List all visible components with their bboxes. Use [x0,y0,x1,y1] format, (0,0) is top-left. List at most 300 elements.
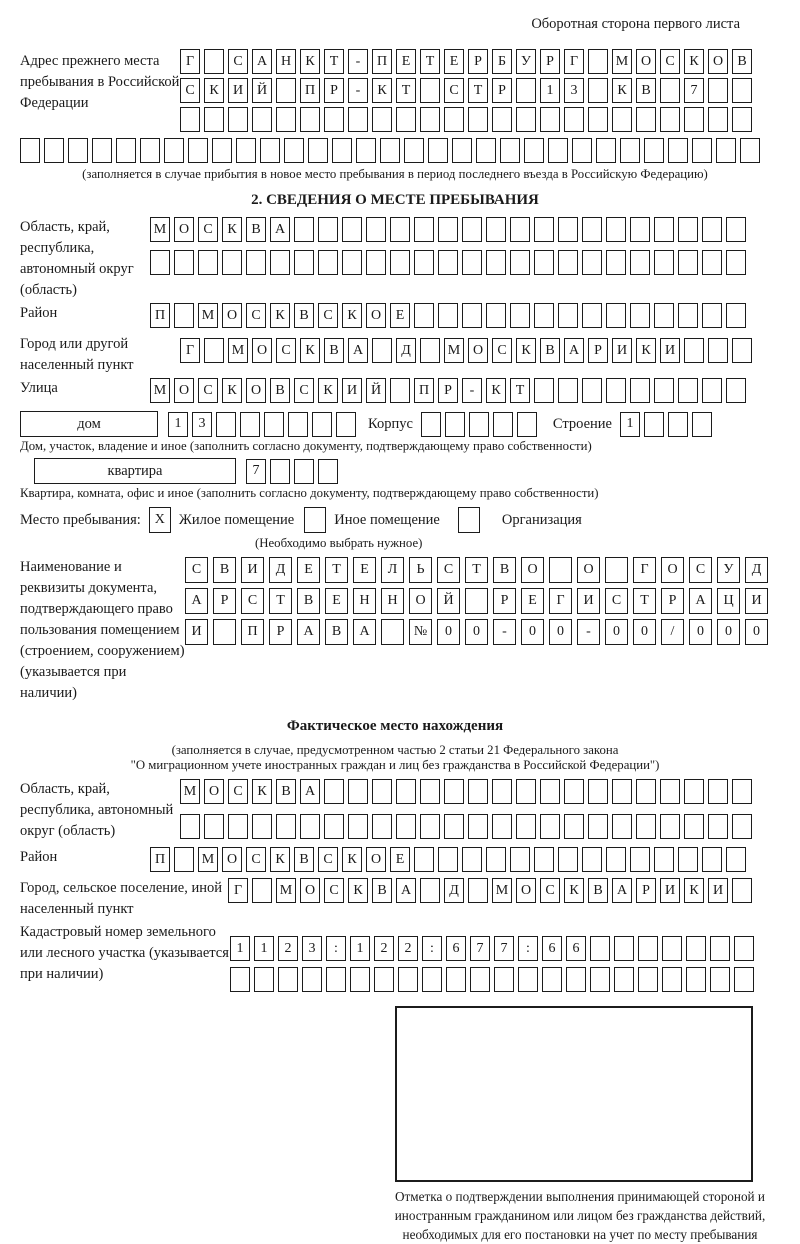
char-cell[interactable]: 6 [566,936,586,961]
char-cell[interactable]: - [462,378,482,403]
char-cell[interactable] [606,378,626,403]
char-cell[interactable] [398,967,418,992]
char-cell[interactable] [516,107,536,132]
char-cell[interactable] [566,967,586,992]
char-cell[interactable] [446,967,466,992]
char-cell[interactable] [726,250,746,275]
char-cell[interactable] [588,49,608,74]
char-cell[interactable]: П [414,378,434,403]
char-cell[interactable] [726,847,746,872]
char-cell[interactable] [636,814,656,839]
char-cell[interactable] [278,967,298,992]
char-cell[interactable] [236,138,256,163]
char-cell[interactable]: Г [228,878,248,903]
char-cell[interactable] [614,967,634,992]
char-cell[interactable] [372,107,392,132]
char-cell[interactable] [252,878,272,903]
char-cell[interactable]: 0 [745,619,768,645]
char-cell[interactable]: : [422,936,442,961]
char-cell[interactable]: В [246,217,266,242]
char-cell[interactable]: С [540,878,560,903]
char-cell[interactable] [404,138,424,163]
char-cell[interactable]: К [252,779,272,804]
char-cell[interactable] [542,967,562,992]
char-cell[interactable]: - [493,619,516,645]
char-cell[interactable] [324,814,344,839]
char-cell[interactable] [20,138,40,163]
char-cell[interactable]: В [294,303,314,328]
char-cell[interactable] [476,138,496,163]
char-cell[interactable]: Н [276,49,296,74]
char-cell[interactable]: Е [353,557,376,583]
char-cell[interactable] [332,138,352,163]
char-cell[interactable]: Р [468,49,488,74]
char-cell[interactable]: Е [390,847,410,872]
char-cell[interactable]: М [150,217,170,242]
char-cell[interactable] [534,378,554,403]
char-cell[interactable] [294,250,314,275]
char-cell[interactable] [276,78,296,103]
char-cell[interactable] [420,338,440,363]
char-cell[interactable]: Т [465,557,488,583]
char-cell[interactable] [452,138,472,163]
char-cell[interactable] [470,967,490,992]
char-cell[interactable] [678,250,698,275]
char-cell[interactable] [654,303,674,328]
char-cell[interactable] [660,814,680,839]
char-cell[interactable] [204,107,224,132]
char-cell[interactable]: : [518,936,538,961]
char-cell[interactable]: 6 [542,936,562,961]
char-cell[interactable]: Р [492,78,512,103]
char-cell[interactable] [252,814,272,839]
char-cell[interactable] [380,138,400,163]
char-cell[interactable] [348,779,368,804]
char-cell[interactable] [204,814,224,839]
char-cell[interactable] [180,107,200,132]
char-cell[interactable]: Р [269,619,292,645]
char-cell[interactable] [732,878,752,903]
char-cell[interactable] [614,936,634,961]
char-cell[interactable]: М [276,878,296,903]
char-cell[interactable] [510,847,530,872]
char-cell[interactable]: И [185,619,208,645]
char-cell[interactable]: С [318,303,338,328]
char-cell[interactable] [702,378,722,403]
char-cell[interactable]: К [222,217,242,242]
char-cell[interactable]: - [577,619,600,645]
char-cell[interactable] [630,217,650,242]
char-cell[interactable] [422,967,442,992]
char-cell[interactable]: С [180,78,200,103]
char-cell[interactable] [462,217,482,242]
char-cell[interactable]: О [409,588,432,614]
char-cell[interactable]: С [437,557,460,583]
char-cell[interactable]: С [246,847,266,872]
char-cell[interactable]: Г [180,338,200,363]
char-cell[interactable] [336,412,356,437]
char-cell[interactable] [324,779,344,804]
char-cell[interactable]: В [493,557,516,583]
stay-type-checkbox-other-premises[interactable] [304,507,326,533]
char-cell[interactable]: Е [444,49,464,74]
char-cell[interactable] [572,138,592,163]
char-cell[interactable]: В [588,878,608,903]
char-cell[interactable]: С [444,78,464,103]
char-cell[interactable]: С [605,588,628,614]
char-cell[interactable] [564,779,584,804]
char-cell[interactable]: Р [493,588,516,614]
char-cell[interactable] [294,217,314,242]
char-cell[interactable] [228,814,248,839]
char-cell[interactable]: К [684,878,704,903]
char-cell[interactable] [468,779,488,804]
char-cell[interactable]: М [492,878,512,903]
char-cell[interactable] [366,217,386,242]
char-cell[interactable]: А [564,338,584,363]
char-cell[interactable]: М [444,338,464,363]
char-cell[interactable] [486,303,506,328]
char-cell[interactable] [588,107,608,132]
char-cell[interactable] [500,138,520,163]
char-cell[interactable] [540,779,560,804]
char-cell[interactable] [558,378,578,403]
char-cell[interactable]: Д [444,878,464,903]
char-cell[interactable] [732,814,752,839]
char-cell[interactable]: Д [269,557,292,583]
char-cell[interactable]: О [246,378,266,403]
char-cell[interactable]: А [353,619,376,645]
char-cell[interactable]: О [222,303,242,328]
char-cell[interactable] [732,338,752,363]
char-cell[interactable] [308,138,328,163]
char-cell[interactable]: У [516,49,536,74]
char-cell[interactable]: Ь [409,557,432,583]
char-cell[interactable] [660,78,680,103]
char-cell[interactable] [702,303,722,328]
char-cell[interactable] [396,814,416,839]
char-cell[interactable]: Л [381,557,404,583]
char-cell[interactable] [188,138,208,163]
char-cell[interactable] [708,107,728,132]
char-cell[interactable] [638,967,658,992]
char-cell[interactable] [438,250,458,275]
char-cell[interactable]: В [324,338,344,363]
char-cell[interactable] [606,847,626,872]
char-cell[interactable] [348,814,368,839]
char-cell[interactable]: 7 [494,936,514,961]
char-cell[interactable] [596,138,616,163]
char-cell[interactable]: 6 [446,936,466,961]
char-cell[interactable]: И [708,878,728,903]
char-cell[interactable]: С [294,378,314,403]
char-cell[interactable]: Г [633,557,656,583]
char-cell[interactable] [494,967,514,992]
char-cell[interactable]: Р [324,78,344,103]
char-cell[interactable]: И [745,588,768,614]
char-cell[interactable] [428,138,448,163]
char-cell[interactable]: Р [540,49,560,74]
char-cell[interactable] [590,967,610,992]
char-cell[interactable]: К [342,303,362,328]
char-cell[interactable] [510,217,530,242]
char-cell[interactable] [708,338,728,363]
char-cell[interactable] [510,303,530,328]
char-cell[interactable] [374,967,394,992]
char-cell[interactable] [726,303,746,328]
char-cell[interactable]: В [732,49,752,74]
char-cell[interactable]: Р [588,338,608,363]
char-cell[interactable] [246,250,266,275]
char-cell[interactable]: П [150,303,170,328]
char-cell[interactable]: О [516,878,536,903]
char-cell[interactable] [468,814,488,839]
char-cell[interactable]: Р [661,588,684,614]
char-cell[interactable]: С [198,378,218,403]
char-cell[interactable] [702,847,722,872]
char-cell[interactable] [518,967,538,992]
char-cell[interactable] [140,138,160,163]
char-cell[interactable]: 1 [620,412,640,437]
char-cell[interactable] [198,250,218,275]
char-cell[interactable]: И [660,338,680,363]
char-cell[interactable] [92,138,112,163]
char-cell[interactable] [686,936,706,961]
char-cell[interactable] [606,217,626,242]
char-cell[interactable]: Д [745,557,768,583]
char-cell[interactable]: 0 [549,619,572,645]
char-cell[interactable] [414,847,434,872]
char-cell[interactable] [302,967,322,992]
char-cell[interactable] [462,847,482,872]
char-cell[interactable]: М [228,338,248,363]
char-cell[interactable] [420,878,440,903]
char-cell[interactable]: В [372,878,392,903]
char-cell[interactable]: К [318,378,338,403]
char-cell[interactable] [516,78,536,103]
char-cell[interactable] [414,250,434,275]
char-cell[interactable] [582,217,602,242]
char-cell[interactable] [150,250,170,275]
char-cell[interactable] [486,847,506,872]
char-cell[interactable]: А [252,49,272,74]
char-cell[interactable] [684,814,704,839]
char-cell[interactable] [549,557,572,583]
char-cell[interactable]: Р [438,378,458,403]
char-cell[interactable] [366,250,386,275]
char-cell[interactable]: К [486,378,506,403]
char-cell[interactable] [605,557,628,583]
char-cell[interactable] [204,49,224,74]
char-cell[interactable]: Е [396,49,416,74]
char-cell[interactable]: П [372,49,392,74]
char-cell[interactable]: В [276,779,296,804]
char-cell[interactable] [240,412,260,437]
char-cell[interactable] [708,78,728,103]
char-cell[interactable]: О [661,557,684,583]
char-cell[interactable]: И [612,338,632,363]
char-cell[interactable]: К [270,303,290,328]
char-cell[interactable]: 1 [254,936,274,961]
char-cell[interactable] [668,138,688,163]
char-cell[interactable] [630,378,650,403]
char-cell[interactable] [212,138,232,163]
char-cell[interactable] [254,967,274,992]
char-cell[interactable] [558,250,578,275]
char-cell[interactable] [660,779,680,804]
char-cell[interactable] [356,138,376,163]
char-cell[interactable]: Е [297,557,320,583]
char-cell[interactable] [270,459,290,484]
char-cell[interactable] [44,138,64,163]
char-cell[interactable]: А [185,588,208,614]
char-cell[interactable]: В [636,78,656,103]
char-cell[interactable] [438,847,458,872]
char-cell[interactable]: О [222,847,242,872]
char-cell[interactable]: 0 [521,619,544,645]
char-cell[interactable] [740,138,760,163]
char-cell[interactable] [414,217,434,242]
char-cell[interactable] [390,217,410,242]
char-cell[interactable] [444,779,464,804]
char-cell[interactable] [708,779,728,804]
char-cell[interactable]: : [326,936,346,961]
char-cell[interactable]: Г [564,49,584,74]
char-cell[interactable]: К [516,338,536,363]
char-cell[interactable] [612,107,632,132]
char-cell[interactable] [396,779,416,804]
char-cell[interactable]: - [348,49,368,74]
char-cell[interactable] [668,412,688,437]
char-cell[interactable]: 0 [465,619,488,645]
char-cell[interactable]: О [252,338,272,363]
char-cell[interactable] [678,217,698,242]
char-cell[interactable] [534,217,554,242]
char-cell[interactable]: О [577,557,600,583]
char-cell[interactable] [390,378,410,403]
char-cell[interactable]: Е [521,588,544,614]
char-cell[interactable] [636,107,656,132]
char-cell[interactable]: У [717,557,740,583]
char-cell[interactable] [213,619,236,645]
char-cell[interactable]: С [241,588,264,614]
char-cell[interactable] [468,878,488,903]
char-cell[interactable] [230,967,250,992]
char-cell[interactable] [662,936,682,961]
char-cell[interactable] [204,338,224,363]
char-cell[interactable] [318,459,338,484]
char-cell[interactable] [732,779,752,804]
char-cell[interactable] [462,303,482,328]
char-cell[interactable]: К [204,78,224,103]
char-cell[interactable] [372,779,392,804]
char-cell[interactable] [558,217,578,242]
char-cell[interactable] [678,847,698,872]
char-cell[interactable] [620,138,640,163]
char-cell[interactable]: И [241,557,264,583]
char-cell[interactable] [252,107,272,132]
char-cell[interactable] [684,338,704,363]
char-cell[interactable] [588,779,608,804]
char-cell[interactable]: О [521,557,544,583]
char-cell[interactable] [734,967,754,992]
char-cell[interactable] [660,107,680,132]
char-cell[interactable]: К [222,378,242,403]
char-cell[interactable] [590,936,610,961]
char-cell[interactable]: В [297,588,320,614]
char-cell[interactable] [692,138,712,163]
char-cell[interactable]: В [325,619,348,645]
char-cell[interactable] [396,107,416,132]
char-cell[interactable] [710,967,730,992]
char-cell[interactable] [654,378,674,403]
char-cell[interactable] [216,412,236,437]
stay-type-checkbox-organization[interactable] [458,507,480,533]
char-cell[interactable] [420,814,440,839]
char-cell[interactable] [438,217,458,242]
char-cell[interactable]: Н [381,588,404,614]
char-cell[interactable]: Р [636,878,656,903]
char-cell[interactable]: 0 [605,619,628,645]
char-cell[interactable]: С [660,49,680,74]
char-cell[interactable] [420,78,440,103]
char-cell[interactable]: 0 [689,619,712,645]
char-cell[interactable] [636,779,656,804]
char-cell[interactable]: С [492,338,512,363]
char-cell[interactable] [288,412,308,437]
char-cell[interactable] [606,250,626,275]
char-cell[interactable] [684,779,704,804]
char-cell[interactable]: К [300,338,320,363]
char-cell[interactable]: О [468,338,488,363]
char-cell[interactable]: Т [468,78,488,103]
char-cell[interactable]: В [213,557,236,583]
char-cell[interactable] [558,303,578,328]
char-cell[interactable] [588,814,608,839]
char-cell[interactable] [438,303,458,328]
char-cell[interactable]: О [708,49,728,74]
char-cell[interactable] [294,459,314,484]
char-cell[interactable]: 3 [564,78,584,103]
char-cell[interactable] [516,814,536,839]
char-cell[interactable]: К [564,878,584,903]
char-cell[interactable]: С [228,779,248,804]
char-cell[interactable] [180,814,200,839]
char-cell[interactable]: 3 [302,936,322,961]
char-cell[interactable] [684,107,704,132]
char-cell[interactable]: Т [510,378,530,403]
char-cell[interactable] [716,138,736,163]
char-cell[interactable] [493,412,513,437]
char-cell[interactable]: 2 [374,936,394,961]
char-cell[interactable]: Н [353,588,376,614]
char-cell[interactable] [372,814,392,839]
char-cell[interactable]: Б [492,49,512,74]
char-cell[interactable] [726,378,746,403]
char-cell[interactable]: А [396,878,416,903]
char-cell[interactable]: А [689,588,712,614]
char-cell[interactable] [444,814,464,839]
char-cell[interactable]: 7 [246,459,266,484]
char-cell[interactable]: С [324,878,344,903]
char-cell[interactable] [524,138,544,163]
char-cell[interactable] [492,814,512,839]
stay-type-checkbox-residential[interactable]: X [149,507,171,533]
char-cell[interactable] [517,412,537,437]
char-cell[interactable] [654,250,674,275]
char-cell[interactable]: Й [252,78,272,103]
char-cell[interactable] [372,338,392,363]
